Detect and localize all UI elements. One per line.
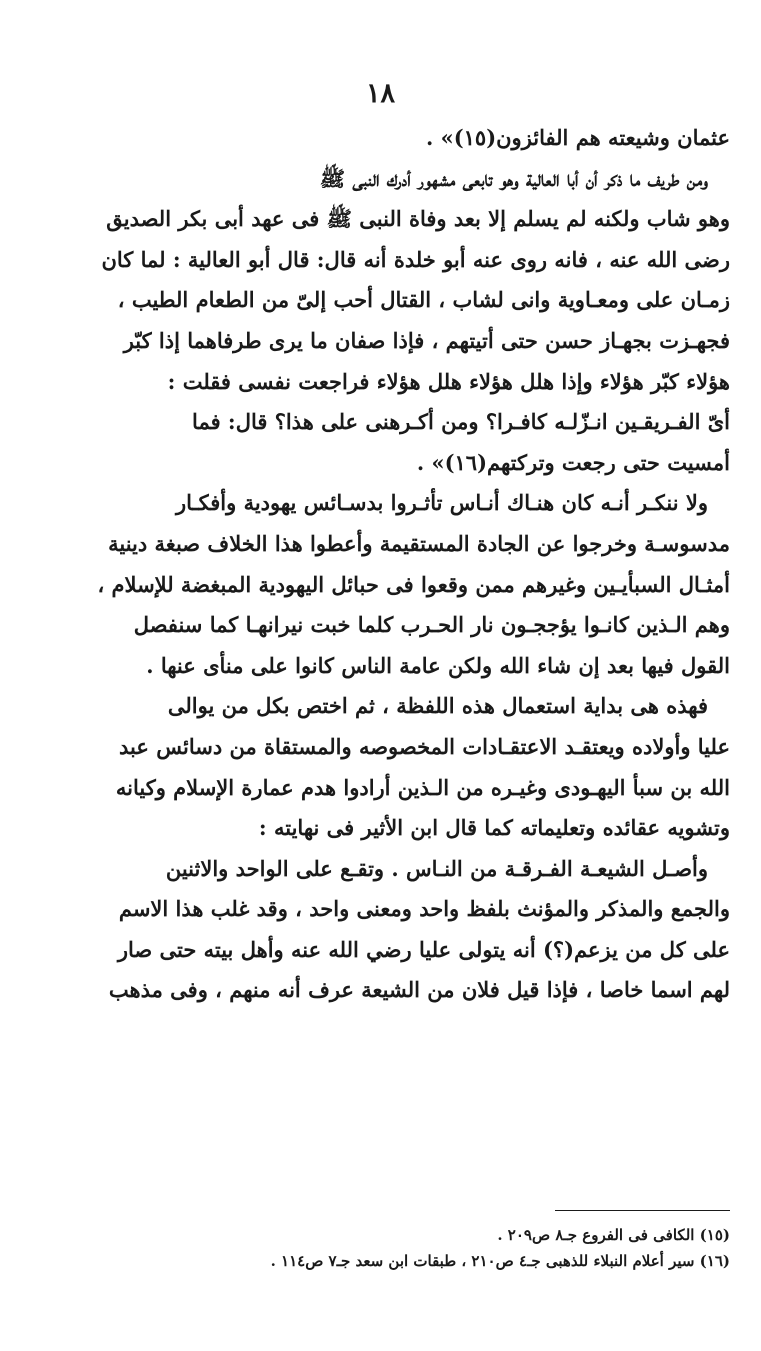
footnotes: [180, 1222, 730, 1274]
footnote: (١٦) سير أعلام النبلاء للذهبى جـ٤ ص٢١٠ ، طبقات ابن سعد جـ٧ ص١١٤ .: [270, 1252, 730, 1270]
text-line: عليا وأولاده ويعتقـد الاعتقـادات المخصوصه والمستقاة من دسائس عبد: [119, 733, 730, 759]
text-line: الله بن سبأ اليهـودى وغيـره من الـذين أرادوا هدم عمارة الإسلام وكيانه: [115, 774, 730, 800]
text-line: رضى الله عنه ، فانه روى عنه أبو خلدة أنه قال: قال أبو العالية : لما كان: [101, 246, 730, 272]
paragraph-start-line: فهذه هى بداية استعمال هذه اللفظة ، ثم اختص بكل من يوالى: [167, 693, 708, 719]
text-line: وهو شاب ولكنه لم يسلم إلا بعد وفاة النبى ﷺ فى عهد أبى بكر الصديق: [106, 206, 730, 232]
text-line: وهم الـذين كانـوا يؤججـون نار الحـرب كلما خبت نيرانهـا كما سنفصل: [133, 612, 730, 638]
text-line: والجمع والمذكر والمؤنث بلفظ واحد ومعنى واحد ، وقد غلب هذا الاسم: [118, 896, 730, 922]
body-text: [8, 118, 730, 1011]
text-line: فجهـزت بجهـاز حسن حتى أتيتهم ، فإذا صفان ما يرى طرفاهما إذا كبّر: [123, 327, 730, 353]
footnote-divider: [555, 1210, 730, 1211]
text-line: وتشويه عقائده وتعليماته كما قال ابن الأثير فى نهايته :: [258, 815, 730, 841]
text-line: على كل من يزعم(؟) أنه يتولى عليا رضي الله عنه وأهل بيته حتى صار: [117, 936, 730, 962]
text-line: أمسيت حتى رجعت وتركتهم(١٦)» .: [416, 449, 730, 475]
paragraph-start-line: وأصـل الشيعـة الفـرقـة من النـاس . وتقـع على الواحد والاثنين: [165, 855, 708, 881]
footnote: (١٥) الكافى فى الفروع جـ٨ ص٢٠٩ .: [497, 1226, 730, 1244]
text-line: زمـان على ومعـاوية وانى لشاب ، القتال أحب إلىّ من الطعام الطيب ،: [117, 287, 730, 313]
text-line: القول فيها بعد إن شاء الله ولكن عامة الناس كانوا على منأى عنها .: [146, 652, 730, 678]
text-line: هؤلاء كبّر هؤلاء وإذا هلل هؤلاء هلل هؤلاء فراجعت نفسى فقلت :: [167, 368, 730, 394]
text-line: عثمان وشيعته هم الفائزون(١٥)» .: [425, 125, 730, 150]
page-number: ١٨: [365, 78, 395, 109]
text-line: أىّ الفـريقـين انـزّلـه كافـرا؟ ومن أكـرهنى على هذا؟ قال: فما: [192, 409, 730, 435]
paragraph-start-line: ولا ننكـر أنـه كان هنـاك أنـاس تأثـروا بدسـائس يهودية وأفكـار: [175, 490, 708, 516]
text-line: مدسوسـة وخرجوا عن الجادة المستقيمة وأعطوا هذا الخلاف صبغة دينية: [108, 530, 730, 556]
text-line: أمثـال السبأيـين وغيرهم ممن وقعوا فى حبائل اليهودية المبغضة للإسلام ،: [97, 571, 730, 597]
text-line: لهم اسما خاصا ، فإذا قيل فلان من الشيعة عرف أنه منهم ، وفى مذهب: [108, 977, 730, 1003]
paragraph-start-line: ومن طريف ما ذكر أن أبا العالية وهو تابعى مشهور أدرك النبى ﷺ: [319, 165, 708, 191]
